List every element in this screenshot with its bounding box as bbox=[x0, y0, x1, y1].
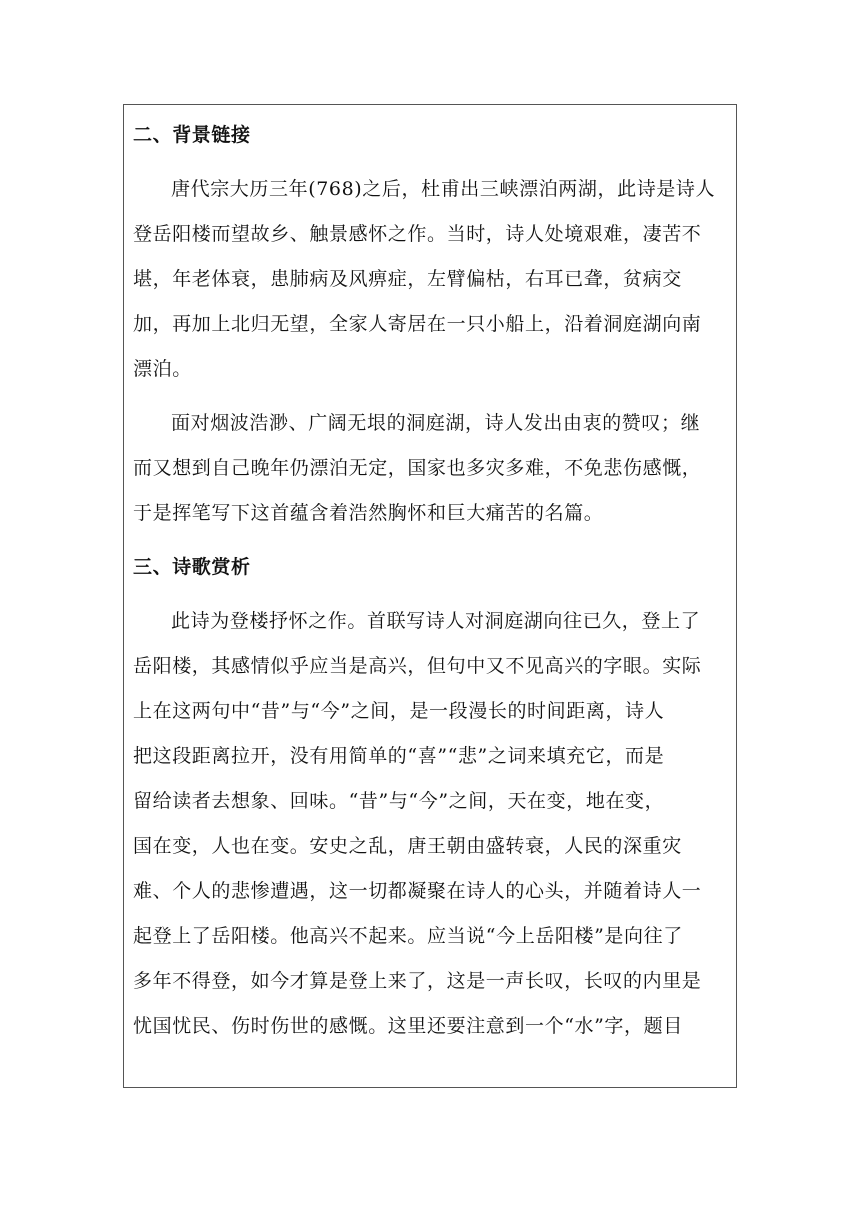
text-line: 岳阳楼，其感情似乎应当是高兴，但句中又不见高兴的字眼。实际 bbox=[133, 655, 702, 677]
document-content bbox=[133, 113, 731, 1058]
paragraph-background-1 bbox=[133, 167, 731, 392]
paragraph-background-2 bbox=[133, 401, 731, 536]
text-line: 堪，年老体衰，患肺病及风痹症，左臂偏枯，右耳已聋，贫病交 bbox=[133, 268, 682, 290]
text-line: 加，再加上北归无望，全家人寄居在一只小船上，沿着洞庭湖向南 bbox=[133, 313, 702, 335]
text-line: 而又想到自己晚年仍漂泊无定，国家也多灾多难，不免悲伤感慨， bbox=[133, 457, 702, 479]
text-line: 难、个人的悲惨遭遇，这一切都凝聚在诗人的心头，并随着诗人一 bbox=[133, 880, 702, 902]
text-line: 把这段距离拉开，没有用简单的“喜”“悲”之词来填充它，而是 bbox=[133, 745, 665, 767]
text-line: 登岳阳楼而望故乡、触景感怀之作。当时，诗人处境艰难，凄苦不 bbox=[133, 223, 702, 245]
section-heading-background: 二、背景链接 bbox=[133, 124, 251, 146]
text-line: 面对烟波浩渺、广阔无垠的洞庭湖，诗人发出由衷的赞叹；继 bbox=[171, 412, 701, 434]
section-heading-appreciation: 三、诗歌赏析 bbox=[133, 556, 251, 578]
text-line: 忧国忧民、伤时伤世的感慨。这里还要注意到一个“水”字，题目 bbox=[133, 1015, 683, 1037]
text-line: 于是挥笔写下这首蕴含着浩然胸怀和巨大痛苦的名篇。 bbox=[133, 502, 604, 524]
text-line: 国在变，人也在变。安史之乱，唐王朝由盛转衰，人民的深重灾 bbox=[133, 835, 682, 857]
document-frame bbox=[123, 104, 737, 1088]
text-line: 唐代宗大历三年(768)之后，杜甫出三峡漂泊两湖，此诗是诗人 bbox=[171, 178, 716, 200]
text-line: 此诗为登楼抒怀之作。首联写诗人对洞庭湖向往已久，登上了 bbox=[171, 610, 701, 632]
text-line: 留给读者去想象、回味。“昔”与“今”之间，天在变，地在变， bbox=[133, 790, 665, 812]
text-line: 上在这两句中“昔”与“今”之间，是一段漫长的时间距离，诗人 bbox=[133, 700, 665, 722]
text-line: 起登上了岳阳楼。他高兴不起来。应当说“今上岳阳楼”是向往了 bbox=[133, 925, 683, 947]
paragraph-appreciation-1 bbox=[133, 599, 731, 1049]
text-line: 多年不得登，如今才算是登上来了，这是一声长叹，长叹的内里是 bbox=[133, 970, 702, 992]
text-line: 漂泊。 bbox=[133, 358, 192, 380]
